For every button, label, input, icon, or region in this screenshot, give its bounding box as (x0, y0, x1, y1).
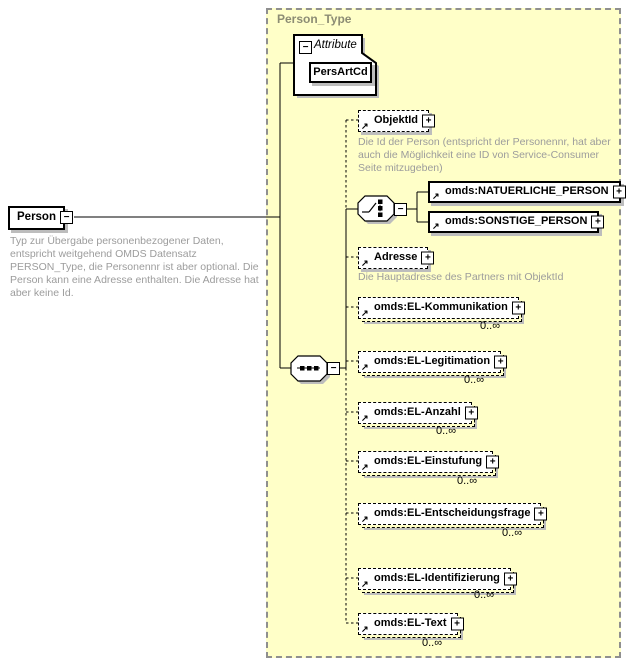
element-label: omds:EL-Anzahl (374, 406, 461, 418)
element-objektid[interactable] (358, 110, 432, 132)
expand-plus-icon[interactable] (512, 302, 525, 315)
attribute-persartcd[interactable] (309, 62, 372, 83)
element-el-text[interactable] (358, 613, 458, 635)
element-person[interactable] (8, 206, 65, 230)
element-sonstige-person[interactable] (428, 211, 599, 233)
element-reference-icon: ↗ (361, 362, 369, 372)
element-el-anzahl[interactable] (358, 402, 475, 424)
plus-glyph: + (454, 618, 460, 629)
plus-glyph: + (497, 356, 504, 367)
expand-plus-icon[interactable] (465, 407, 478, 420)
attribute-section-label: Attribute (314, 39, 357, 51)
plus-glyph: + (538, 508, 544, 519)
element-el-identifizierung[interactable] (358, 568, 514, 590)
element-reference-icon: ↗ (361, 514, 369, 524)
occurrence-label: 0..∞ (422, 637, 443, 649)
element-label: omds:EL-Text (374, 617, 447, 629)
plus-glyph: + (595, 216, 601, 227)
element-el-entscheidungsfrage[interactable] (358, 503, 544, 525)
element-label: Person (17, 211, 56, 223)
element-reference-icon: ↗ (361, 121, 369, 131)
element-reference-icon: ↗ (361, 258, 369, 268)
panel-title: Person_Type (277, 12, 352, 26)
sequence-compositor-icon[interactable] (291, 356, 330, 384)
adresse-description: Die Hauptadresse des Partners mit ObjektId (358, 271, 564, 283)
occurrence-label: 0..∞ (474, 589, 495, 601)
element-label: Adresse (374, 251, 418, 263)
minus-glyph: − (302, 42, 309, 53)
plus-glyph: + (425, 252, 431, 263)
attribute-label: PersArtCd (313, 65, 368, 78)
occurrence-label: 0..∞ (436, 425, 457, 437)
element-reference-icon: ↗ (361, 579, 369, 589)
expand-plus-icon[interactable] (534, 508, 547, 521)
plus-glyph: + (425, 115, 432, 126)
expand-plus-icon[interactable] (486, 456, 499, 469)
occurrence-label: 0..∞ (480, 320, 501, 332)
element-label: omds:EL-Identifizierung (374, 572, 500, 584)
element-reference-icon: ↗ (361, 624, 369, 634)
plus-glyph: + (515, 302, 522, 313)
sequence-collapse-minus-icon[interactable] (327, 362, 340, 375)
element-reference-icon: ↗ (432, 221, 440, 231)
occurrence-label: 0..∞ (464, 374, 485, 386)
element-adresse[interactable] (358, 247, 431, 269)
expand-plus-icon[interactable] (494, 356, 507, 369)
element-label: omds:EL-Kommunikation (374, 301, 508, 313)
collapse-minus-icon[interactable] (60, 211, 73, 224)
element-reference-icon: ↗ (361, 413, 369, 423)
plus-glyph: + (468, 407, 475, 418)
expand-plus-icon[interactable] (591, 216, 604, 229)
element-reference-icon: ↗ (361, 462, 369, 472)
element-label: omds:NATUERLICHE_PERSON (445, 185, 609, 197)
person-description: Typ zur Übergabe personenbezogener Daten, entspricht weitgehend OMDS Datensatz PERSON_Type, die Personennr ist aber optional. Die Person kann eine Adresse enthalten. Die Adresse hat aber keine Id. (10, 235, 259, 299)
attribute-collapse-minus-icon[interactable] (299, 41, 312, 54)
expand-plus-icon[interactable] (451, 618, 464, 631)
occurrence-label: 0..∞ (502, 527, 523, 539)
minus-glyph: − (330, 363, 337, 374)
minus-glyph: − (63, 212, 70, 223)
element-reference-icon: ↗ (361, 308, 369, 318)
element-el-kommunikation[interactable] (358, 297, 522, 319)
element-el-legitimation[interactable] (358, 351, 504, 373)
element-label: ObjektId (374, 114, 419, 126)
expand-plus-icon[interactable] (504, 573, 517, 586)
element-reference-icon: ↗ (432, 191, 440, 201)
choice-compositor-icon[interactable] (358, 196, 397, 224)
element-label: omds:SONSTIGE_PERSON (445, 215, 588, 227)
plus-glyph: + (489, 456, 496, 467)
plus-glyph: + (507, 573, 514, 584)
choice-collapse-minus-icon[interactable] (394, 203, 407, 216)
element-label: omds:EL-Einstufung (374, 455, 483, 467)
element-label: omds:EL-Legitimation (374, 355, 491, 367)
element-natuerliche-person[interactable] (428, 181, 621, 203)
minus-glyph: − (397, 204, 404, 215)
expand-plus-icon[interactable] (422, 115, 435, 128)
element-el-einstufung[interactable] (358, 451, 496, 473)
objektid-description: Die Id der Person (entspricht der Personennr, hat aber auch die Möglichkeit eine ID von Service-Consumer Seite mitzugeben) (358, 136, 611, 174)
expand-plus-icon[interactable] (613, 186, 626, 199)
plus-glyph: + (616, 186, 623, 197)
occurrence-label: 0..∞ (457, 475, 478, 487)
expand-plus-icon[interactable] (421, 252, 434, 265)
element-label: omds:EL-Entscheidungsfrage (374, 507, 531, 519)
